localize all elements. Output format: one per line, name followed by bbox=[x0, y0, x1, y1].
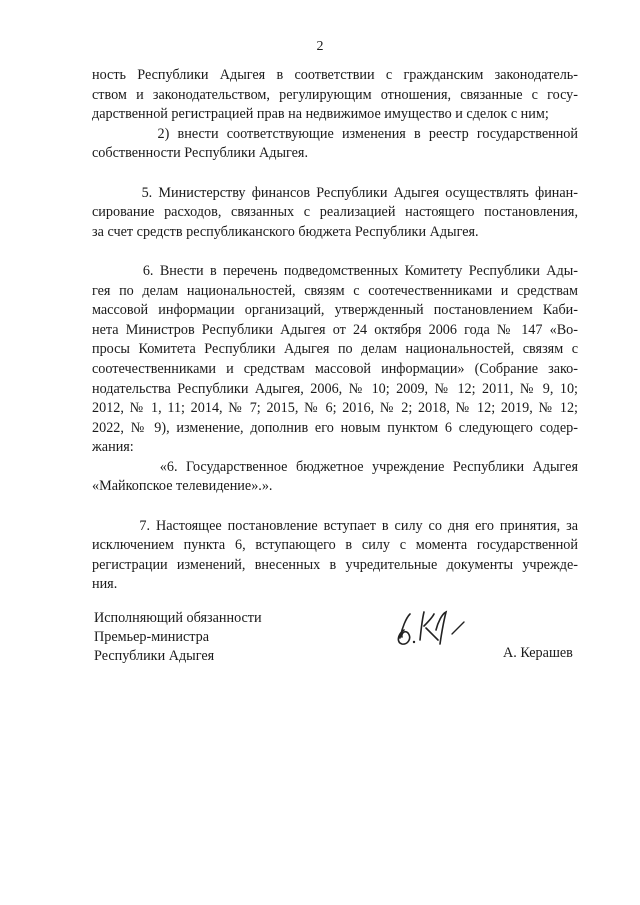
text-line: «Майкопское телевидение».». bbox=[92, 478, 273, 495]
paragraph-registration bbox=[92, 66, 578, 125]
text-line: 5. Министерству финансов Республики Адыгея осуществлять финан- bbox=[92, 184, 578, 201]
paragraph-item-6 bbox=[92, 262, 578, 497]
position-line: Республики Адыгея bbox=[94, 648, 215, 665]
text-line: нодательства Республики Адыгея, 2006, № 10; 2009, № 12; 2011, № 9, 10; bbox=[92, 380, 578, 397]
handwritten-signature bbox=[390, 600, 470, 652]
text-line: сирование расходов, связанных с реализацией настоящего постановления, bbox=[92, 204, 578, 221]
signatory-name: А. Керашев bbox=[503, 645, 573, 661]
text-line: 7. Настоящее постановление вступает в силу со дня его принятия, за bbox=[92, 517, 578, 534]
text-line: ния. bbox=[92, 576, 118, 593]
page-number: 2 bbox=[316, 39, 324, 54]
text-line: гея по делам национальностей, связям с соотечественниками и средствам bbox=[92, 282, 578, 299]
text-line: просы Комитета Республики Адыгея по делам национальностей, связям с bbox=[92, 341, 578, 358]
text-line: собственности Республики Адыгея. bbox=[92, 145, 309, 162]
position-line: Исполняющий обязанности bbox=[94, 610, 262, 626]
text-line: ность Республики Адыгея в соответствии с гражданским законодатель- bbox=[92, 67, 578, 83]
paragraph-registry bbox=[92, 125, 578, 164]
paragraph-item-7 bbox=[92, 517, 578, 595]
signatory-position bbox=[94, 609, 262, 667]
text-line: дарственной регистрацией прав на недвижимое имущество и сделок с ним; bbox=[92, 106, 549, 123]
text-line: 6. Внести в перечень подведомственных Комитету Республики Ады- bbox=[92, 262, 578, 279]
text-line: массовой информации организаций, утвержденный постановлением Каби- bbox=[92, 302, 578, 319]
text-line: нета Министров Республики Адыгея от 24 октября 2006 года № 147 «Во- bbox=[92, 321, 578, 338]
paragraph-item-5 bbox=[92, 184, 578, 243]
document-body bbox=[92, 66, 578, 595]
text-line: за счет средств республиканского бюджета Республики Адыгея. bbox=[92, 223, 479, 240]
text-line: «6. Государственное бюджетное учреждение Республики Адыгея bbox=[92, 458, 578, 475]
text-line: 2012, № 1, 11; 2014, № 7; 2015, № 6; 2016, № 2; 2018, № 12; 2019, № 12; bbox=[92, 400, 578, 417]
text-line: жания: bbox=[92, 439, 134, 456]
text-line: исключением пункта 6, вступающего в силу с момента государственной bbox=[92, 537, 578, 554]
text-line: 2) внести соответствующие изменения в реестр государственной bbox=[92, 125, 578, 142]
text-line: 2022, № 9), изменение, дополнив его новым пунктом 6 следующего содер- bbox=[92, 419, 578, 436]
text-line: регистрации изменений, внесенных в учредительные документы учрежде- bbox=[92, 556, 578, 573]
text-line: соотечественниками и средствам массовой информации» (Собрание зако- bbox=[92, 360, 578, 377]
text-line: ством и законодательством, регулирующим отношения, связанные с госу- bbox=[92, 86, 578, 103]
position-line: Премьер-министра bbox=[94, 629, 210, 646]
